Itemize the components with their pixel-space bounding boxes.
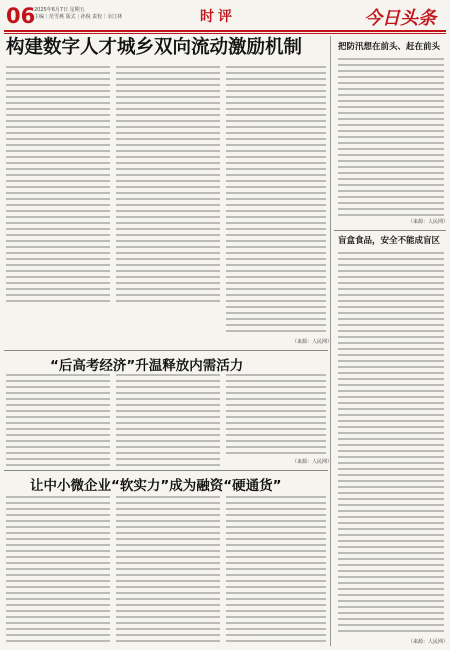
main-article-title: 构建数字人才城乡双向流动激励机制 [6, 37, 303, 58]
divider-article2 [4, 350, 328, 351]
article2-body-col1 [6, 374, 110, 466]
brand-logo: 今日头条 [364, 8, 436, 29]
main-article-body-col3 [226, 66, 326, 304]
sidebar-item2-body [338, 252, 444, 636]
page-number: 06 [6, 4, 36, 28]
article3-body-col2 [116, 496, 220, 646]
issue-editors: 主编｜范雪燕 版式｜孙倪 责校｜余江林 [34, 14, 123, 20]
main-article-source: （来源：人民网） [292, 339, 333, 345]
article3-body-col3 [226, 496, 326, 646]
sidebar-divider [334, 230, 446, 231]
main-article-body-col2 [116, 66, 220, 306]
sidebar-item1-source: （来源：人民网） [408, 219, 449, 225]
sidebar-item1-body [338, 58, 444, 216]
article2-body-col3 [226, 374, 326, 454]
issue-meta [34, 7, 122, 21]
divider-article3 [4, 470, 328, 471]
article2-title: “后高考经济”升温释放内需活力 [50, 358, 244, 374]
header-rule [4, 30, 446, 32]
sidebar-item2-source: （来源：人民网） [408, 639, 449, 645]
header-rule-thin [4, 33, 446, 34]
article3-title: 让中小微企业“软实力”成为融资“硬通货” [30, 478, 282, 494]
page-header [0, 0, 450, 36]
section-name: 时评 [200, 9, 236, 25]
issue-date: 2025年6月7日 星期五 [34, 7, 85, 13]
main-article-body-col3b [226, 306, 326, 334]
main-article-body-col1 [6, 66, 110, 306]
article2-body-col2 [116, 374, 220, 466]
sidebar-item1-title: 把防汛想在前头、赶在前头 [338, 42, 441, 52]
article2-source: （来源：人民网） [292, 459, 333, 465]
article3-body-col1 [6, 496, 110, 646]
sidebar-item2-title: 盲盒食品，安全不能成盲区 [338, 236, 441, 246]
